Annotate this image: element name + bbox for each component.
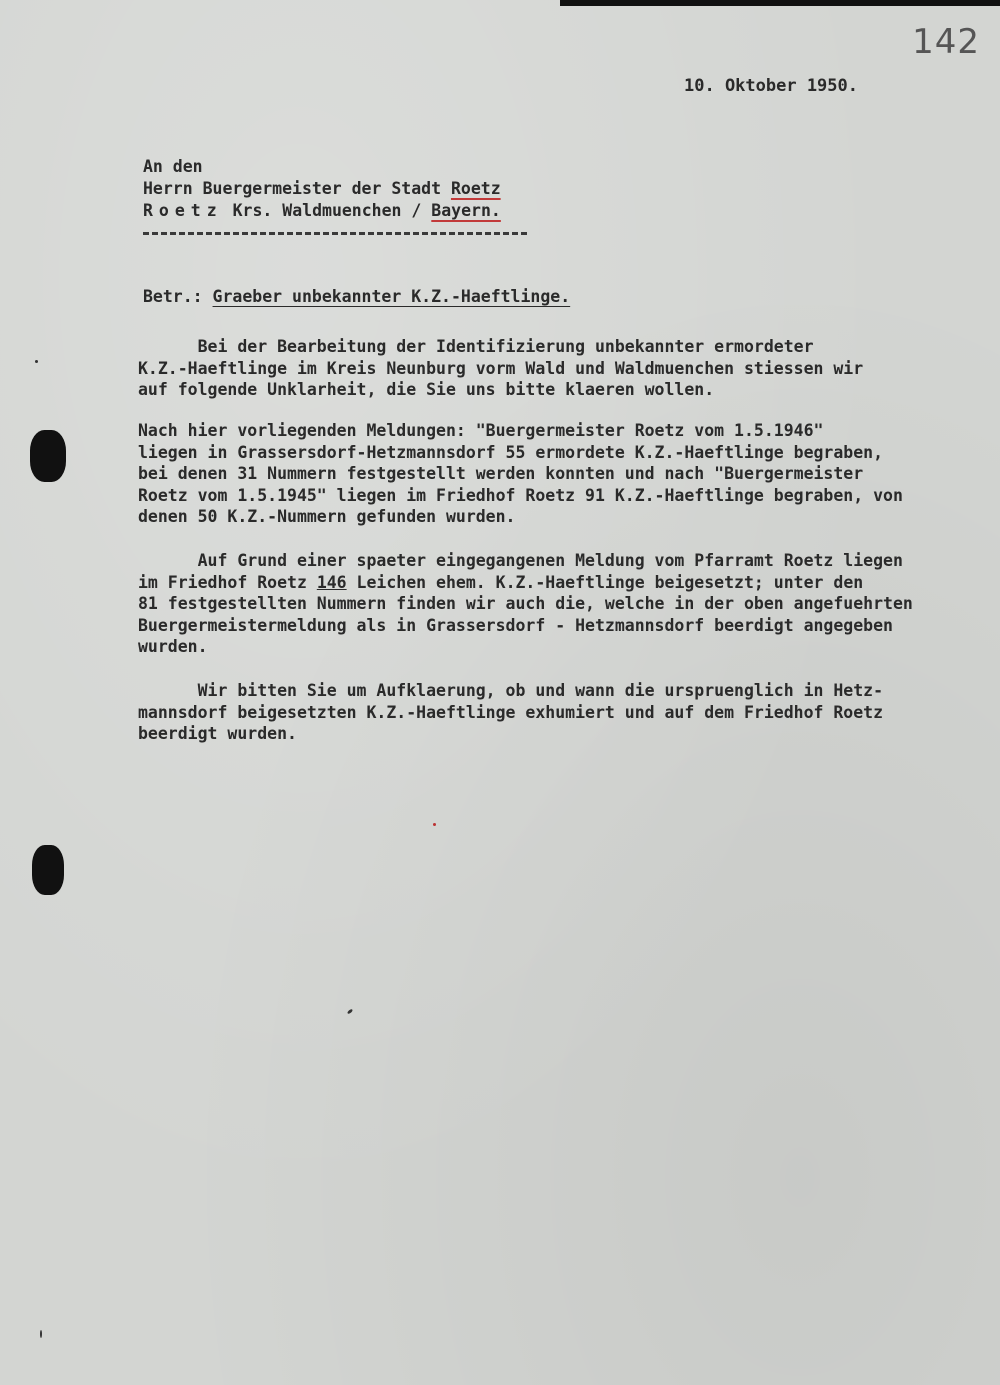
paragraph-line: denen 50 K.Z.-Nummern gefunden wurden.	[138, 507, 516, 526]
page-number: 142	[912, 22, 980, 62]
paragraph-line: bei denen 31 Nummern festgestellt werden konnten und nach "Buergermeister	[138, 464, 864, 483]
paragraph-line: beerdigt wurden.	[138, 724, 297, 743]
paragraph-line: liegen in Grassersdorf-Hetzmannsdorf 55 ermordete K.Z.-Haeftlinge begraben,	[138, 442, 884, 462]
corpse-count: 146	[316, 572, 347, 592]
address-district: Krs. Waldmuenchen /	[222, 201, 432, 220]
punch-hole	[30, 430, 66, 482]
scan-speck	[347, 1008, 354, 1014]
paragraph-line: auf folgende Unklarheit, die Sie uns bitte klaeren wollen.	[138, 380, 715, 399]
address-line-2	[143, 178, 501, 200]
punch-hole	[32, 845, 64, 895]
paragraph-3	[138, 550, 953, 658]
paragraph-4	[138, 680, 953, 745]
paragraph-line: Bei der Bearbeitung der Identifizierung unbekannter ermordeter	[138, 337, 814, 356]
subject-prefix: Betr.:	[143, 287, 203, 306]
paragraph-line: Auf Grund einer spaeter eingegangenen Meldung vom Pfarramt Roetz liegen	[138, 551, 903, 570]
scan-speck	[40, 1330, 42, 1338]
paragraph-line: 81 festgestellten Nummern finden wir auch die, welche in der oben angefuehrten	[138, 594, 913, 613]
address-line-1: An den	[143, 157, 203, 176]
address-city-spaced: Roetz	[143, 201, 223, 220]
subject-text: Graeber unbekannter K.Z.-Haeftlinge.	[212, 287, 571, 306]
subject-line	[143, 287, 570, 306]
address-city: Roetz	[450, 179, 501, 198]
scan-speck	[35, 360, 38, 363]
address-line-3	[143, 200, 501, 222]
paragraph-line: wurden.	[138, 637, 208, 656]
scan-speck	[433, 823, 436, 826]
paragraph-line-start: im Friedhof Roetz	[138, 572, 317, 592]
letter-date: 10. Oktober 1950.	[684, 76, 858, 96]
scan-edge	[560, 0, 1000, 6]
address-state: Bayern.	[431, 201, 501, 220]
recipient-address	[143, 156, 501, 222]
paragraph-line	[138, 572, 953, 594]
paragraph-line: Wir bitten Sie um Aufklaerung, ob und wann die urspruenglich in Hetz-	[138, 681, 884, 700]
paragraph-line-end: Leichen ehem. K.Z.-Haeftlinge beigesetzt; unter den	[346, 572, 864, 592]
paragraph-line: Nach hier vorliegenden Meldungen: "Buergermeister Roetz vom 1.5.1946"	[138, 421, 824, 440]
paragraph-line: Roetz vom 1.5.1945" liegen im Friedhof Roetz 91 K.Z.-Haeftlinge begraben, von	[138, 485, 903, 505]
address-separator	[143, 232, 527, 235]
address-line-2-prefix: Herrn Buergermeister der Stadt	[143, 179, 451, 198]
paragraph-line: Buergermeistermeldung als in Grassersdorf - Hetzmannsdorf beerdigt angegeben	[138, 615, 893, 635]
paragraph-line: K.Z.-Haeftlinge im Kreis Neunburg vorm Wald und Waldmuenchen stiessen wir	[138, 358, 864, 378]
paragraph-1	[138, 336, 953, 401]
paragraph-line: mannsdorf beigesetzten K.Z.-Haeftlinge exhumiert und auf dem Friedhof Roetz	[138, 702, 884, 722]
paragraph-2	[138, 420, 953, 528]
